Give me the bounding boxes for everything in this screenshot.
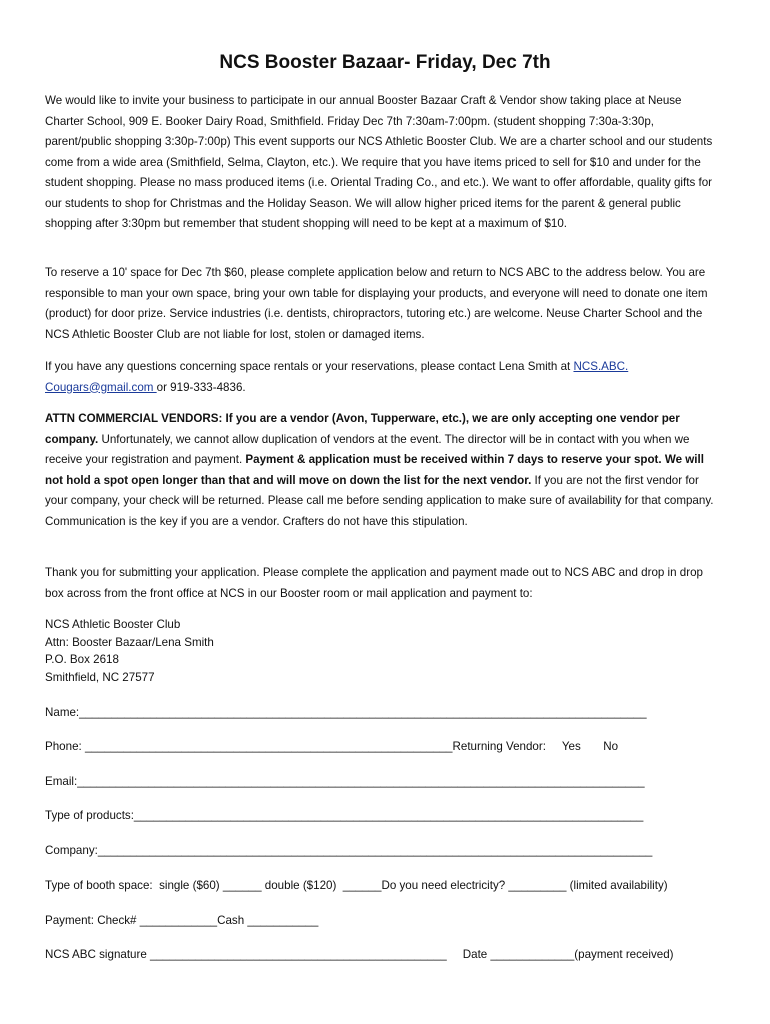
products-field-label: Type of products:_______________________________________________________________________________: [45, 809, 644, 822]
attn-text-1: Unfortunately, we cannot allow duplication of vendors at the event. The director will be in contact with you when we receive your registration and payment.: [45, 432, 690, 466]
signature-field-label: NCS ABC signature ______________________________________________ Date _____________(payment received): [45, 948, 674, 961]
address-line-1: NCS Athletic Booster Club: [45, 618, 181, 631]
intro-paragraph: We would like to invite your business to participate in our annual Booster Bazaar Craft & Vendor show taking place at Neuse Charter School, 909 E. Booker Dairy Road, Smithfield. Friday Dec 7th 7:30am-7:00pm. (student shopping 7:30a-3:30p, parent/public shopping 3:30p-7:00p) This event supports our NCS Athletic Booster Club. We are a charter school and our students come from a wide area (Smithfield, Selma, Clayton, etc.). We require that you have items priced to sell for $10 and under for the student shopping. Please no mass produced items (i.e. Oriental Trading Co., and etc.). We want to offer affordable, quality gifts for our students to shop for Christmas and the Holiday Season. We will allow higher priced items for the parent & general public shopping after 3:30pm but remember that student shopping will need to be kept at a maximum of $10.: [45, 94, 713, 230]
signature-field[interactable]: [45, 947, 674, 963]
attn-text-2: If you are not the first vendor for your company, your check will be returned. Please call me before sending application to make sure of availability for that company. Communication is the key if you are a vendor. Crafters do not have this stipulation.: [45, 473, 714, 528]
name-field[interactable]: [45, 705, 647, 721]
attn-deadline: Payment & application must be received within 7 days to reserve your spot. We will not hold a spot open longer than that and will move on down the list for the next vendor.: [45, 453, 704, 487]
phone-field[interactable]: [45, 739, 618, 755]
contact-phone-text: or 919-333-4836.: [156, 380, 246, 394]
booth-type-field[interactable]: [45, 878, 668, 894]
name-field-label: Name:________________________________________________________________________________________: [45, 706, 647, 719]
contact-text: If you have any questions concerning space rentals or your reservations, please contact Lena Smith at: [45, 360, 574, 373]
products-field[interactable]: [45, 808, 643, 824]
thanks-paragraph: Thank you for submitting your application. Please complete the application and payment made out to NCS ABC and drop in drop box across from the front office at NCS in our Booster room or mail application and payment to:: [45, 566, 704, 600]
company-field[interactable]: [45, 843, 652, 859]
address-line-3: P.O. Box 2618: [45, 653, 119, 666]
company-field-label: Company:______________________________________________________________________________________: [45, 844, 653, 857]
address-line-4: Smithfield, NC 27577: [45, 670, 155, 684]
payment-field[interactable]: [45, 913, 318, 929]
payment-field-label: Payment: Check# ____________Cash ___________: [45, 914, 319, 927]
address-line-2: Attn: Booster Bazaar/Lena Smith: [45, 635, 214, 649]
mailing-address: [45, 616, 214, 686]
email-field-label: Email:________________________________________________________________________________________: [45, 775, 645, 788]
email-field[interactable]: [45, 774, 645, 790]
reserve-paragraph: To reserve a 10' space for Dec 7th $60, please complete application below and return to NCS ABC to the address below. You are responsible to man your own space, bring your own table for displaying your products, and everyone will need to donate one item (product) for door prize. Service industries (i.e. dentists, chiropractors, tutoring etc.) are welcome. Neuse Charter School and the NCS Athletic Booster Club are not liable for lost, stolen or damaged items.: [45, 266, 708, 341]
booth-type-label: Type of booth space: single ($60) ______ double ($120) ______Do you need electricity? _________ (limited availability): [45, 879, 668, 892]
contact-email-link[interactable]: NCS.ABC. Cougars@gmail.com: [45, 360, 629, 394]
attn-paragraph: [45, 409, 721, 532]
phone-field-label: Phone: _________________________________________________________Returning Vendor: Yes No: [45, 740, 619, 753]
contact-paragraph: [45, 357, 721, 398]
page-title: NCS Booster Bazaar- Friday, Dec 7th: [219, 52, 551, 73]
attn-heading: ATTN COMMERCIAL VENDORS: If you are a vendor (Avon, Tupperware, etc.), we are only accepting one vendor per company.: [45, 412, 680, 446]
